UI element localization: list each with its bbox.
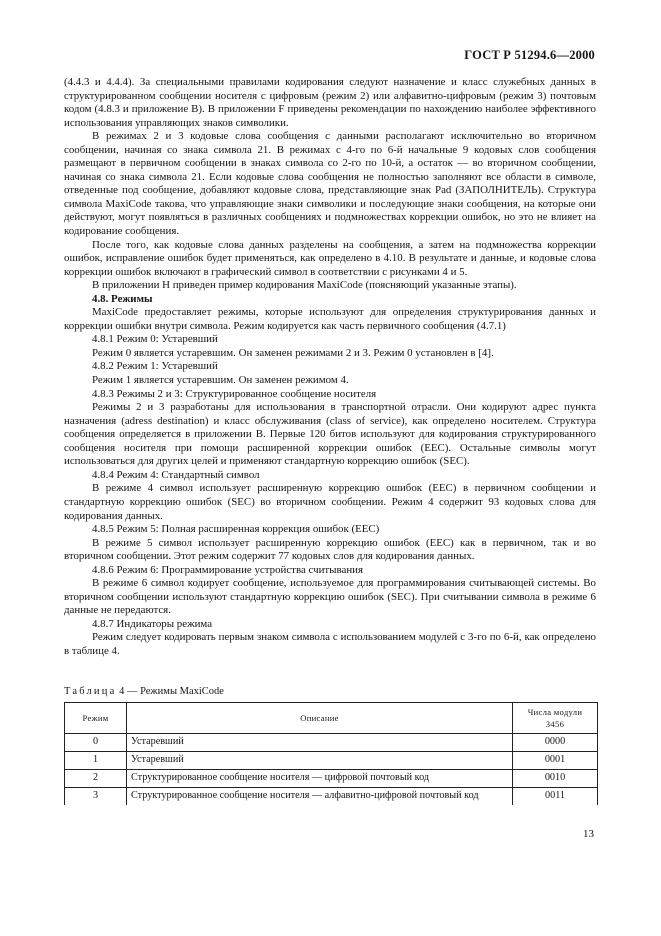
cell-mode: 0 [65,734,127,752]
standard-header: ГОСТ Р 51294.6—2000 [464,48,595,62]
table-caption [64,686,224,697]
paragraph: В приложении Н приведен пример кодирования MaxiCode (поясняющий указанные этапы). [92,279,517,292]
cell-bits: 0001 [513,752,598,770]
header-bits-line2: 3456 [545,719,565,729]
body-text [64,76,596,659]
header-bits-line1: Числа модули [527,707,583,717]
cell-description: Устаревший [127,734,513,752]
paragraph: В режиме 5 символ использует расширенную коррекцию ошибок (ЕЕС) как в первичном, так и во вторичном сообщении. Этот режим содержит 77 кодовых слов для кодирования данных. [64,536,596,563]
paragraph: Режимы 2 и 3 разработаны для использования в транспортной отрасли. Они кодируют адрес пункта назначения (adress destination) и класс обслуживания (class of service), как определено носителем. Структура сообщения определяется в приложении В. Первые 120 битов используют для кодирования структурированного сообщения носителя при помощи расширенной коррекции ошибок (ЕЕС). Остальные символы могут использоваться для других целей и применяют стандартную коррекцию ошибок (SEC). [64,401,596,468]
subsection-heading: 4.8.3 Режимы 2 и 3: Структурированное сообщение носителя [92,387,377,400]
cell-description: Структурированное сообщение носителя — цифровой почтовый код [127,770,513,788]
subsection-heading: 4.8.5 Режим 5: Полная расширенная коррекция ошибок (ЕЕС) [92,523,380,536]
page-number: 13 [583,828,594,840]
cell-bits: 0010 [513,770,598,788]
cell-mode: 1 [65,752,127,770]
table-header-row [65,703,598,734]
paragraph: В режиме 6 символ кодирует сообщение, используемое для программирования считывающей системы. Во вторичном сообщении используют стандартную коррекцию ошибок (SEC). При считывании символа в режиме 6 данные не передаются. [64,577,596,617]
cell-mode: 3 [65,788,127,806]
table-caption-title: 4 — Режимы MaxiCode [116,686,224,697]
subsection-heading: 4.8.1 Режим 0: Устаревший [92,333,218,346]
paragraph: Режим 1 является устаревшим. Он заменен режимом 4. [92,374,349,387]
table-row [65,770,598,788]
paragraph: В режимах 2 и 3 кодовые слова сообщения с данными располагают исключительно во вторичном сообщении, начиная со знака символа 21. В режимах с 4-го по 6-й начальные 9 кодовых слов сообщения размещают в первичном сообщении в знаках символа со 2-го по 10-й, а остаток — во вторичном сообщении, начиная со знака символа 21. Если кодовые слова сообщения не полностью заполняют все области в символе, отведенные под сообщение, добавляют кодовые слова, представляющие знак Pad (ЗАПОЛНИТЕЛЬ). Структура символа MaxiCode такова, что управляющие знаки символики и последующие знаки сообщения, на которые они действуют, могут появляться в различных сообщениях и подмножествах коррекции ошибок, но это не влияет на кодирование сообщения. [64,130,596,238]
subsection-heading: 4.8.2 Режим 1: Устаревший [92,360,218,373]
cell-bits: 0011 [513,788,598,806]
subsection-heading: 4.8.7 Индикаторы режима [92,617,213,630]
modes-table [64,702,598,805]
header-description: Описание [127,703,513,734]
table-caption-prefix: Таблица [64,686,117,697]
header-bits [513,703,598,734]
cell-description: Структурированное сообщение носителя — алфавитно-цифровой почтовый код [127,788,513,806]
header-mode: Режим [65,703,127,734]
subsection-heading: 4.8.4 Режим 4: Стандартный символ [92,468,260,481]
table-row [65,788,598,806]
paragraph: После того, как кодовые слова данных разделены на сообщения, а затем на подмножества коррекции ошибок, исправление ошибок будет применяться, как определено в 4.10. В результате и данные, и кодовые слова коррекции ошибок включают в графический символ в соответствии с рисунками 4 и 5. [64,238,596,278]
paragraph: Режим следует кодировать первым знаком символа с использованием модулей с 3-го по 6-й, как определено в таблице 4. [64,631,596,657]
cell-bits: 0000 [513,734,598,752]
cell-mode: 2 [65,770,127,788]
paragraph: Режим 0 является устаревшим. Он заменен режимами 2 и 3. Режим 0 установлен в [4]. [92,346,494,359]
paragraph: В режиме 4 символ использует расширенную коррекцию ошибок (ЕЕС) в первичном сообщении и стандартную коррекцию ошибок (SEC) во вторичном сообщении. Режим 4 содержит 93 кодовых слова для кодирования данных. [64,482,596,522]
table-row [65,734,598,752]
cell-description: Устаревший [127,752,513,770]
table-row [65,752,598,770]
section-heading: 4.8. Режимы [92,292,153,305]
paragraph: (4.4.3 и 4.4.4). За специальными правилами кодирования следуют назначение и класс служебных данных в структурированном сообщении носителя с цифровым (режим 2) или алфавитно-цифровым (режим 3) почтовым кодом (4.8.3 и приложение В). В приложении F приведены рекомендации по нахождению наиболее эффективного использования управляющих знаков символики. [64,76,596,129]
paragraph: MaxiCode предоставляет режимы, которые используют для определения структурирования данных и коррекции ошибки внутри символа. Режим кодируется как часть первичного сообщения (4.7.1) [64,306,596,332]
subsection-heading: 4.8.6 Режим 6: Программирование устройства считывания [92,563,363,576]
